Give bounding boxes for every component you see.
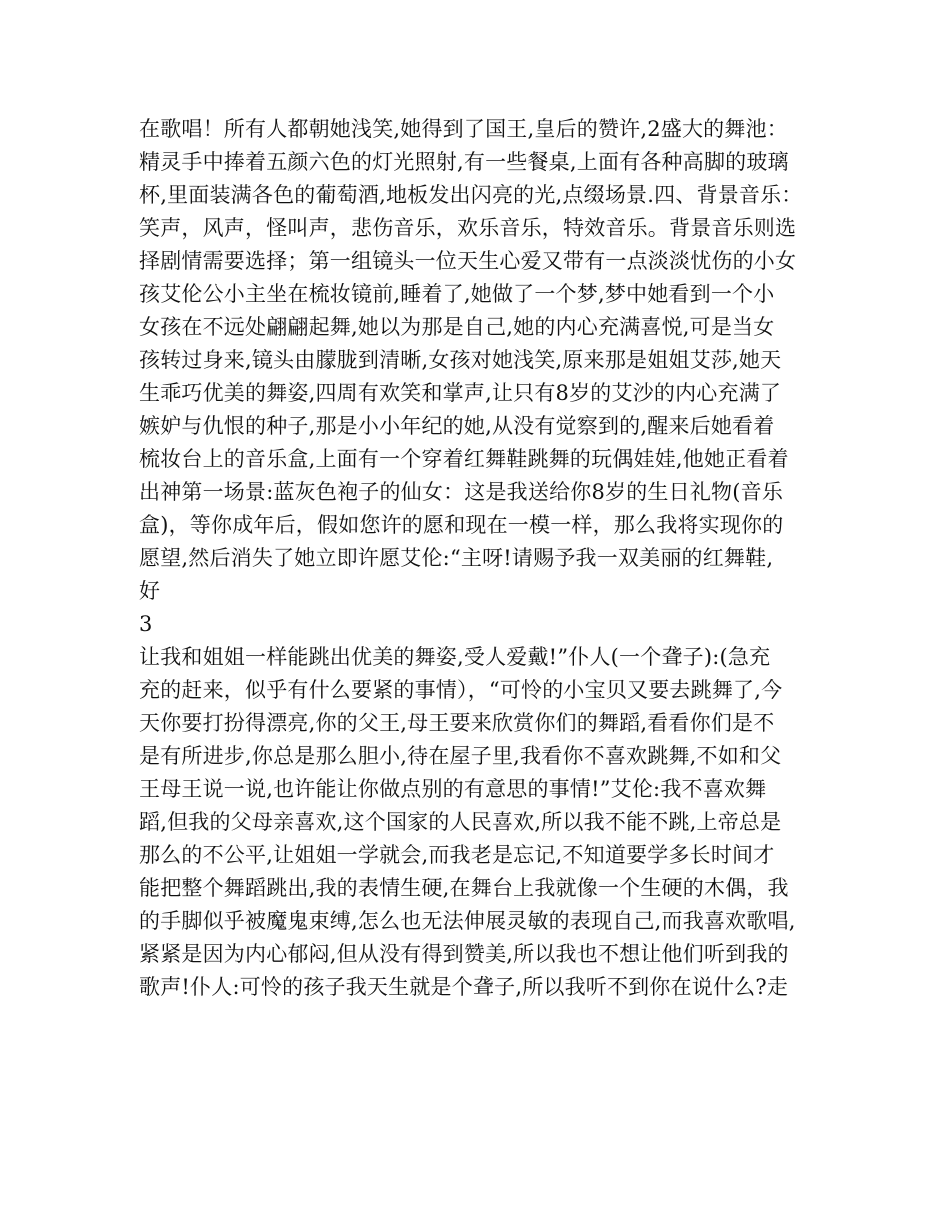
text-line: 蹈,但我的父母亲喜欢,这个国家的人民喜欢,所以我不能不跳,上帝总是: [139, 810, 782, 834]
text-line: 好: [139, 579, 161, 603]
text-line: 的手脚似乎被魔鬼束缚,怎么也无法伸展灵敏的表现自己,而我喜欢歌唱,: [139, 909, 796, 933]
text-line: 孩艾伦公小主坐在梳妆镜前,睡着了,她做了一个梦,梦中她看到一个小: [139, 282, 775, 306]
text-line: 王母王说一说,也许能让你做点别的有意思的事情!”艾伦:我不喜欢舞: [139, 777, 767, 801]
text-line: 是有所进步,你总是那么胆小,待在屋子里,我看你不喜欢跳舞,不如和父: [139, 744, 782, 768]
text-line: 择剧情需要选择；第一组镜头一位天生心爱又带有一点淡淡忧伤的小女: [139, 249, 797, 273]
text-line: 盒)，等你成年后，假如您许的愿和现在一模一样，那么我将实现你的: [139, 513, 784, 537]
text-line: 歌声!仆人:可怜的孩子我天生就是个聋子,所以我听不到你在说什么?走: [139, 975, 789, 999]
text-line: 杯,里面装满各色的葡萄酒,地板发出闪亮的光,点缀场景.四、背景音乐：: [139, 183, 803, 207]
text-line: 孩转过身来,镜头由朦胧到清晰,女孩对她浅笑,原来那是姐姐艾莎,她天: [139, 348, 782, 372]
text-line: 愿望,然后消失了她立即许愿艾伦:“主呀!请赐予我一双美丽的红舞鞋,: [139, 546, 774, 570]
text-line: 出神第一场景:蓝灰色袍子的仙女：这是我送给你8岁的生日礼物(音乐: [139, 480, 784, 504]
text-line: 天你要打扮得漂亮,你的父王,母王要来欣赏你们的舞蹈,看看你们是不: [139, 711, 775, 735]
text-line: 让我和姐姐一样能跳出优美的舞姿,受人爱戴!”仆人(一个聋子):(急充: [139, 645, 771, 669]
text-line: 那么的不公平,让姐姐一学就会,而我老是忘记,不知道要学多长时间才: [139, 843, 775, 867]
text-line: 能把整个舞蹈跳出,我的表情生硬,在舞台上我就像一个生硬的木偶，我: [139, 876, 789, 900]
text-line: 嫉妒与仇恨的种子,那是小小年纪的她,从没有觉察到的,醒来后她看着: [139, 414, 775, 438]
text-line: 生乖巧优美的舞姿,四周有欢笑和掌声,让只有8岁的艾沙的内心充满了: [139, 381, 782, 405]
text-line: 精灵手中捧着五颜六色的灯光照射,有一些餐桌,上面有各种高脚的玻璃: [139, 150, 789, 174]
page-number: 3: [139, 612, 153, 636]
text-line: 在歌唱！所有人都朝她浅笑,她得到了国王,皇后的赞许,2盛大的舞池：: [139, 117, 788, 141]
text-line: 充的赶来，似乎有什么要紧的事情），“可怜的小宝贝又要去跳舞了,今: [139, 678, 783, 702]
text-line: 女孩在不远处翩翩起舞,她以为那是自己,她的内心充满喜悦,可是当女: [139, 315, 775, 339]
text-line: 梳妆台上的音乐盒,上面有一个穿着红舞鞋跳舞的玩偶娃娃,他她正看着: [139, 447, 789, 471]
text-line: 紧紧是因为内心郁闷,但从没有得到赞美,所以我也不想让他们听到我的: [139, 942, 789, 966]
text-line: 笑声，风声，怪叫声，悲伤音乐，欢乐音乐，特效音乐。背景音乐则选: [139, 216, 797, 240]
